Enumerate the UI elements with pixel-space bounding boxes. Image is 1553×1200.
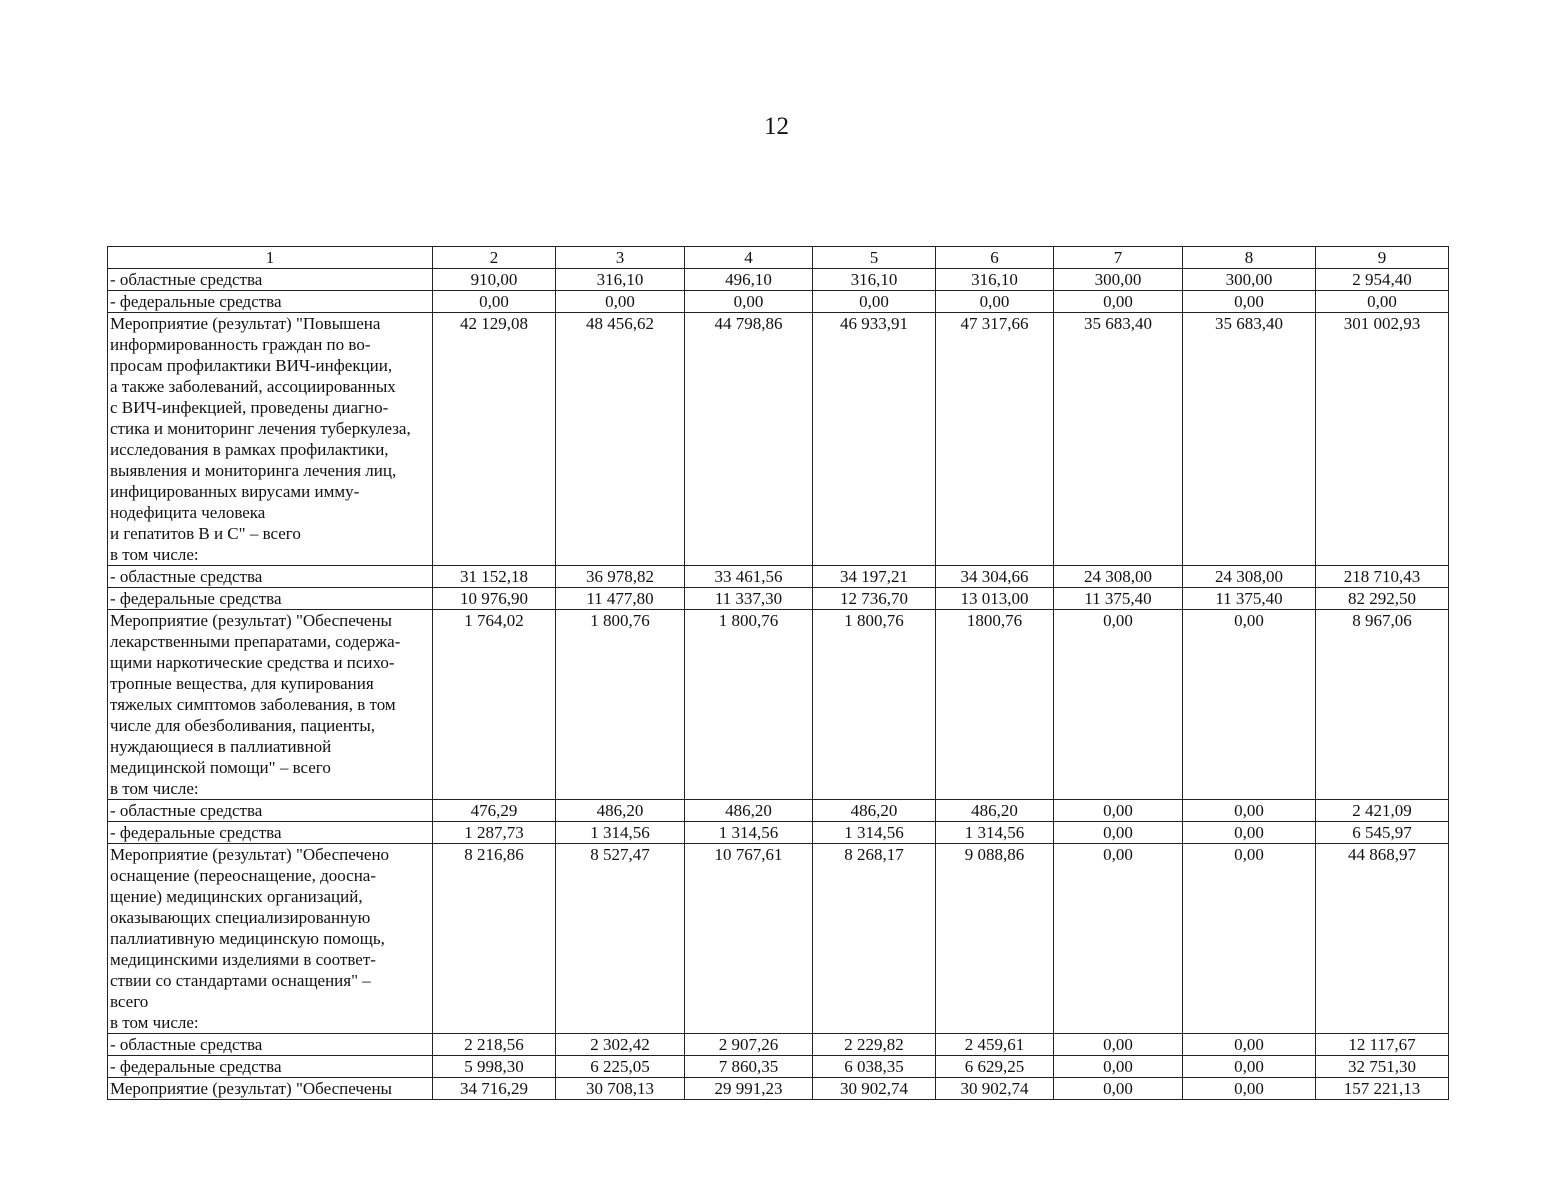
cell-value: 910,00 (433, 269, 556, 291)
cell-value: 157 221,13 (1316, 1078, 1449, 1100)
cell-value: 8 216,86 (433, 844, 556, 1034)
cell-value: 0,00 (1054, 822, 1183, 844)
cell-value: 476,29 (433, 800, 556, 822)
table-header-row (108, 247, 1449, 269)
column-header: 6 (936, 247, 1054, 269)
cell-value: 0,00 (685, 291, 813, 313)
cell-value: 0,00 (1183, 844, 1316, 1034)
row-label: - областные средства (108, 269, 433, 291)
cell-value: 12 117,67 (1316, 1034, 1449, 1056)
cell-value: 486,20 (685, 800, 813, 822)
cell-value: 0,00 (1054, 1034, 1183, 1056)
budget-table (107, 246, 1449, 1100)
cell-value: 6 545,97 (1316, 822, 1449, 844)
cell-value: 5 998,30 (433, 1056, 556, 1078)
cell-value: 6 225,05 (556, 1056, 685, 1078)
row-label: - областные средства (108, 800, 433, 822)
cell-value: 2 229,82 (813, 1034, 936, 1056)
cell-value: 1 314,56 (813, 822, 936, 844)
cell-value: 496,10 (685, 269, 813, 291)
cell-value: 0,00 (1054, 610, 1183, 800)
cell-value: 316,10 (936, 269, 1054, 291)
cell-value: 48 456,62 (556, 313, 685, 566)
cell-value: 35 683,40 (1183, 313, 1316, 566)
cell-value: 1 800,76 (813, 610, 936, 800)
table-row (108, 588, 1449, 610)
cell-value: 1 764,02 (433, 610, 556, 800)
cell-value: 1 314,56 (936, 822, 1054, 844)
row-label: - федеральные средства (108, 1056, 433, 1078)
table-row (108, 800, 1449, 822)
table-row (108, 1056, 1449, 1078)
cell-value: 8 268,17 (813, 844, 936, 1034)
cell-value: 486,20 (936, 800, 1054, 822)
cell-value: 10 767,61 (685, 844, 813, 1034)
row-label: Мероприятие (результат) "Обеспечены лекарственными препаратами, содержа- щими наркотические средства и психо- тропные вещества, для купирования тяжелых симптомов заболевания, в том числе для обезболивания, пациенты, нуждающиеся в паллиативной медицинской помощи" – всего в том числе: (108, 610, 433, 800)
cell-value: 11 375,40 (1183, 588, 1316, 610)
cell-value: 0,00 (1183, 822, 1316, 844)
table-row (108, 822, 1449, 844)
table-row (108, 291, 1449, 313)
row-label: - областные средства (108, 566, 433, 588)
row-label: Мероприятие (результат) "Повышена информированность граждан по во- просам профилактики ВИЧ-инфекции, а также заболеваний, ассоциированных с ВИЧ-инфекцией, проведены диагно- стика и мониторинг лечения туберкулеза, исследования в рамках профилактики, выявления и мониторинга лечения лиц, инфицированных вирусами имму- нодефицита человека и гепатитов В и С" – всего в том числе: (108, 313, 433, 566)
page-number: 12 (764, 113, 789, 140)
cell-value: 486,20 (556, 800, 685, 822)
column-header: 5 (813, 247, 936, 269)
cell-value: 0,00 (1054, 1056, 1183, 1078)
cell-value: 10 976,90 (433, 588, 556, 610)
cell-value: 8 967,06 (1316, 610, 1449, 800)
cell-value: 46 933,91 (813, 313, 936, 566)
cell-value: 34 304,66 (936, 566, 1054, 588)
cell-value: 0,00 (1054, 844, 1183, 1034)
cell-value: 34 197,21 (813, 566, 936, 588)
column-header: 9 (1316, 247, 1449, 269)
cell-value: 0,00 (1183, 1078, 1316, 1100)
column-header: 3 (556, 247, 685, 269)
cell-value: 218 710,43 (1316, 566, 1449, 588)
row-label: - федеральные средства (108, 588, 433, 610)
table-row (108, 313, 1449, 566)
cell-value: 2 302,42 (556, 1034, 685, 1056)
cell-value: 0,00 (433, 291, 556, 313)
table-row (108, 1034, 1449, 1056)
cell-value: 11 477,80 (556, 588, 685, 610)
column-header: 2 (433, 247, 556, 269)
cell-value: 0,00 (1054, 1078, 1183, 1100)
cell-value: 1800,76 (936, 610, 1054, 800)
cell-value: 9 088,86 (936, 844, 1054, 1034)
cell-value: 0,00 (556, 291, 685, 313)
cell-value: 0,00 (1183, 291, 1316, 313)
cell-value: 8 527,47 (556, 844, 685, 1034)
cell-value: 0,00 (1183, 1034, 1316, 1056)
table-row (108, 844, 1449, 1034)
cell-value: 33 461,56 (685, 566, 813, 588)
cell-value: 82 292,50 (1316, 588, 1449, 610)
cell-value: 44 798,86 (685, 313, 813, 566)
cell-value: 2 954,40 (1316, 269, 1449, 291)
cell-value: 42 129,08 (433, 313, 556, 566)
cell-value: 316,10 (556, 269, 685, 291)
cell-value: 2 218,56 (433, 1034, 556, 1056)
table-row (108, 566, 1449, 588)
cell-value: 7 860,35 (685, 1056, 813, 1078)
cell-value: 1 287,73 (433, 822, 556, 844)
cell-value: 0,00 (1316, 291, 1449, 313)
cell-value: 2 907,26 (685, 1034, 813, 1056)
cell-value: 0,00 (936, 291, 1054, 313)
cell-value: 30 902,74 (936, 1078, 1054, 1100)
cell-value: 6 629,25 (936, 1056, 1054, 1078)
cell-value: 0,00 (1183, 800, 1316, 822)
cell-value: 486,20 (813, 800, 936, 822)
cell-value: 12 736,70 (813, 588, 936, 610)
cell-value: 0,00 (1183, 610, 1316, 800)
cell-value: 6 038,35 (813, 1056, 936, 1078)
cell-value: 34 716,29 (433, 1078, 556, 1100)
cell-value: 29 991,23 (685, 1078, 813, 1100)
table-row (108, 269, 1449, 291)
cell-value: 0,00 (1054, 800, 1183, 822)
cell-value: 30 902,74 (813, 1078, 936, 1100)
column-header: 7 (1054, 247, 1183, 269)
row-label: - федеральные средства (108, 822, 433, 844)
cell-value: 31 152,18 (433, 566, 556, 588)
cell-value: 44 868,97 (1316, 844, 1449, 1034)
column-header: 1 (108, 247, 433, 269)
cell-value: 32 751,30 (1316, 1056, 1449, 1078)
cell-value: 300,00 (1054, 269, 1183, 291)
table-row (108, 610, 1449, 800)
cell-value: 11 337,30 (685, 588, 813, 610)
cell-value: 1 314,56 (685, 822, 813, 844)
cell-value: 47 317,66 (936, 313, 1054, 566)
row-label: - областные средства (108, 1034, 433, 1056)
cell-value: 24 308,00 (1183, 566, 1316, 588)
cell-value: 0,00 (1183, 1056, 1316, 1078)
cell-value: 301 002,93 (1316, 313, 1449, 566)
cell-value: 300,00 (1183, 269, 1316, 291)
cell-value: 316,10 (813, 269, 936, 291)
cell-value: 11 375,40 (1054, 588, 1183, 610)
row-label: Мероприятие (результат) "Обеспечены (108, 1078, 433, 1100)
cell-value: 1 800,76 (685, 610, 813, 800)
cell-value: 2 421,09 (1316, 800, 1449, 822)
table-row (108, 1078, 1449, 1100)
cell-value: 35 683,40 (1054, 313, 1183, 566)
cell-value: 0,00 (1054, 291, 1183, 313)
column-header: 8 (1183, 247, 1316, 269)
cell-value: 36 978,82 (556, 566, 685, 588)
row-label: Мероприятие (результат) "Обеспечено оснащение (переоснащение, доосна- щение) медицинских организаций, оказывающих специализированную паллиативную медицинскую помощь, медицинскими изделиями в соответ- ствии со стандартами оснащения" – всего в том числе: (108, 844, 433, 1034)
cell-value: 2 459,61 (936, 1034, 1054, 1056)
cell-value: 1 314,56 (556, 822, 685, 844)
cell-value: 30 708,13 (556, 1078, 685, 1100)
column-header: 4 (685, 247, 813, 269)
row-label: - федеральные средства (108, 291, 433, 313)
cell-value: 13 013,00 (936, 588, 1054, 610)
cell-value: 0,00 (813, 291, 936, 313)
cell-value: 24 308,00 (1054, 566, 1183, 588)
cell-value: 1 800,76 (556, 610, 685, 800)
